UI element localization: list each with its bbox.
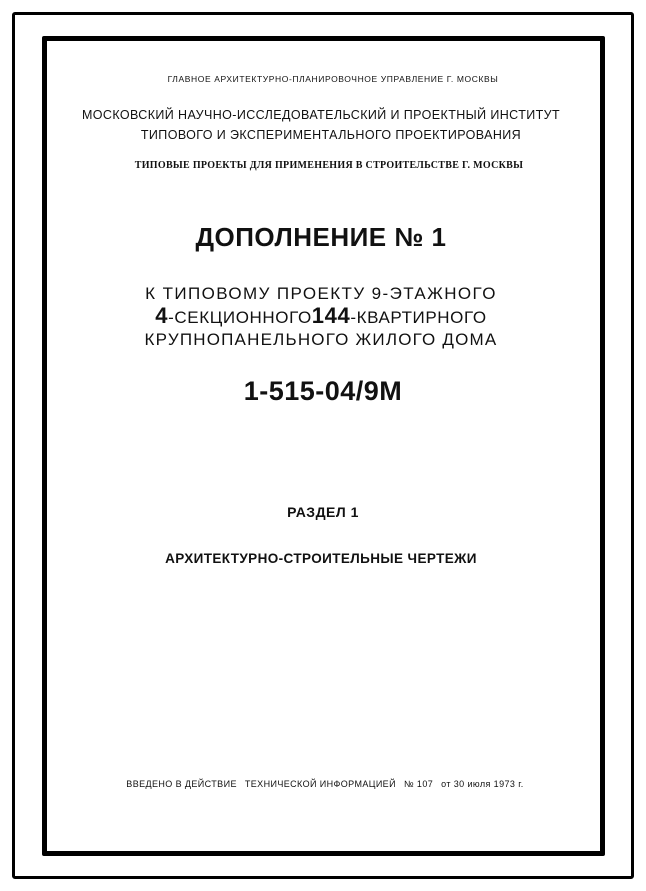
subject-line-2 (0, 303, 644, 329)
series-line: ТИПОВЫЕ ПРОЕКТЫ ДЛЯ ПРИМЕНЕНИЯ В СТРОИТЕЛЬСТВЕ Г. МОСКВЫ (134, 160, 524, 171)
footer-source: ТЕХНИЧЕСКОЙ ИНФОРМАЦИЕЙ (244, 779, 396, 789)
section-label: РАЗДЕЛ 1 (287, 504, 359, 520)
institute-line-1: МОСКОВСКИЙ НАУЧНО-ИССЛЕДОВАТЕЛЬСКИЙ И ПРОЕКТНЫЙ ИНСТИТУТ (81, 108, 561, 122)
section-count: 4 (155, 303, 169, 328)
subject-line-1: К ТИПОВОМУ ПРОЕКТУ 9-ЭТАЖНОГО (145, 284, 497, 303)
footer-line (2, 779, 646, 789)
section-title: АРХИТЕКТУРНО-СТРОИТЕЛЬНЫЕ ЧЕРТЕЖИ (165, 551, 477, 566)
project-code: 1-515-04/9М (243, 376, 403, 406)
subject-line-2-part-b: -КВАРТИРНОГО (350, 308, 487, 327)
footer-number: № 107 (403, 779, 434, 789)
inner-border (42, 36, 605, 856)
institute-line-2: ТИПОВОГО И ЭКСПЕРИМЕНТАЛЬНОГО ПРОЕКТИРОВАНИЯ (140, 128, 522, 142)
agency-line: ГЛАВНОЕ АРХИТЕКТУРНО-ПЛАНИРОВОЧНОЕ УПРАВЛЕНИЕ Г. МОСКВЫ (167, 74, 499, 84)
document-title: ДОПОЛНЕНИЕ № 1 (195, 222, 447, 252)
apartment-count: 144 (311, 303, 351, 328)
subject-line-3: КРУПНОПАНЕЛЬНОГО ЖИЛОГО ДОМА (144, 330, 498, 349)
footer-date: от 30 июля 1973 г. (441, 779, 524, 789)
footer-intro: ВВЕДЕНО В ДЕЙСТВИЕ (126, 779, 237, 789)
subject-line-2-part-a: -СЕКЦИОННОГО (168, 308, 312, 327)
